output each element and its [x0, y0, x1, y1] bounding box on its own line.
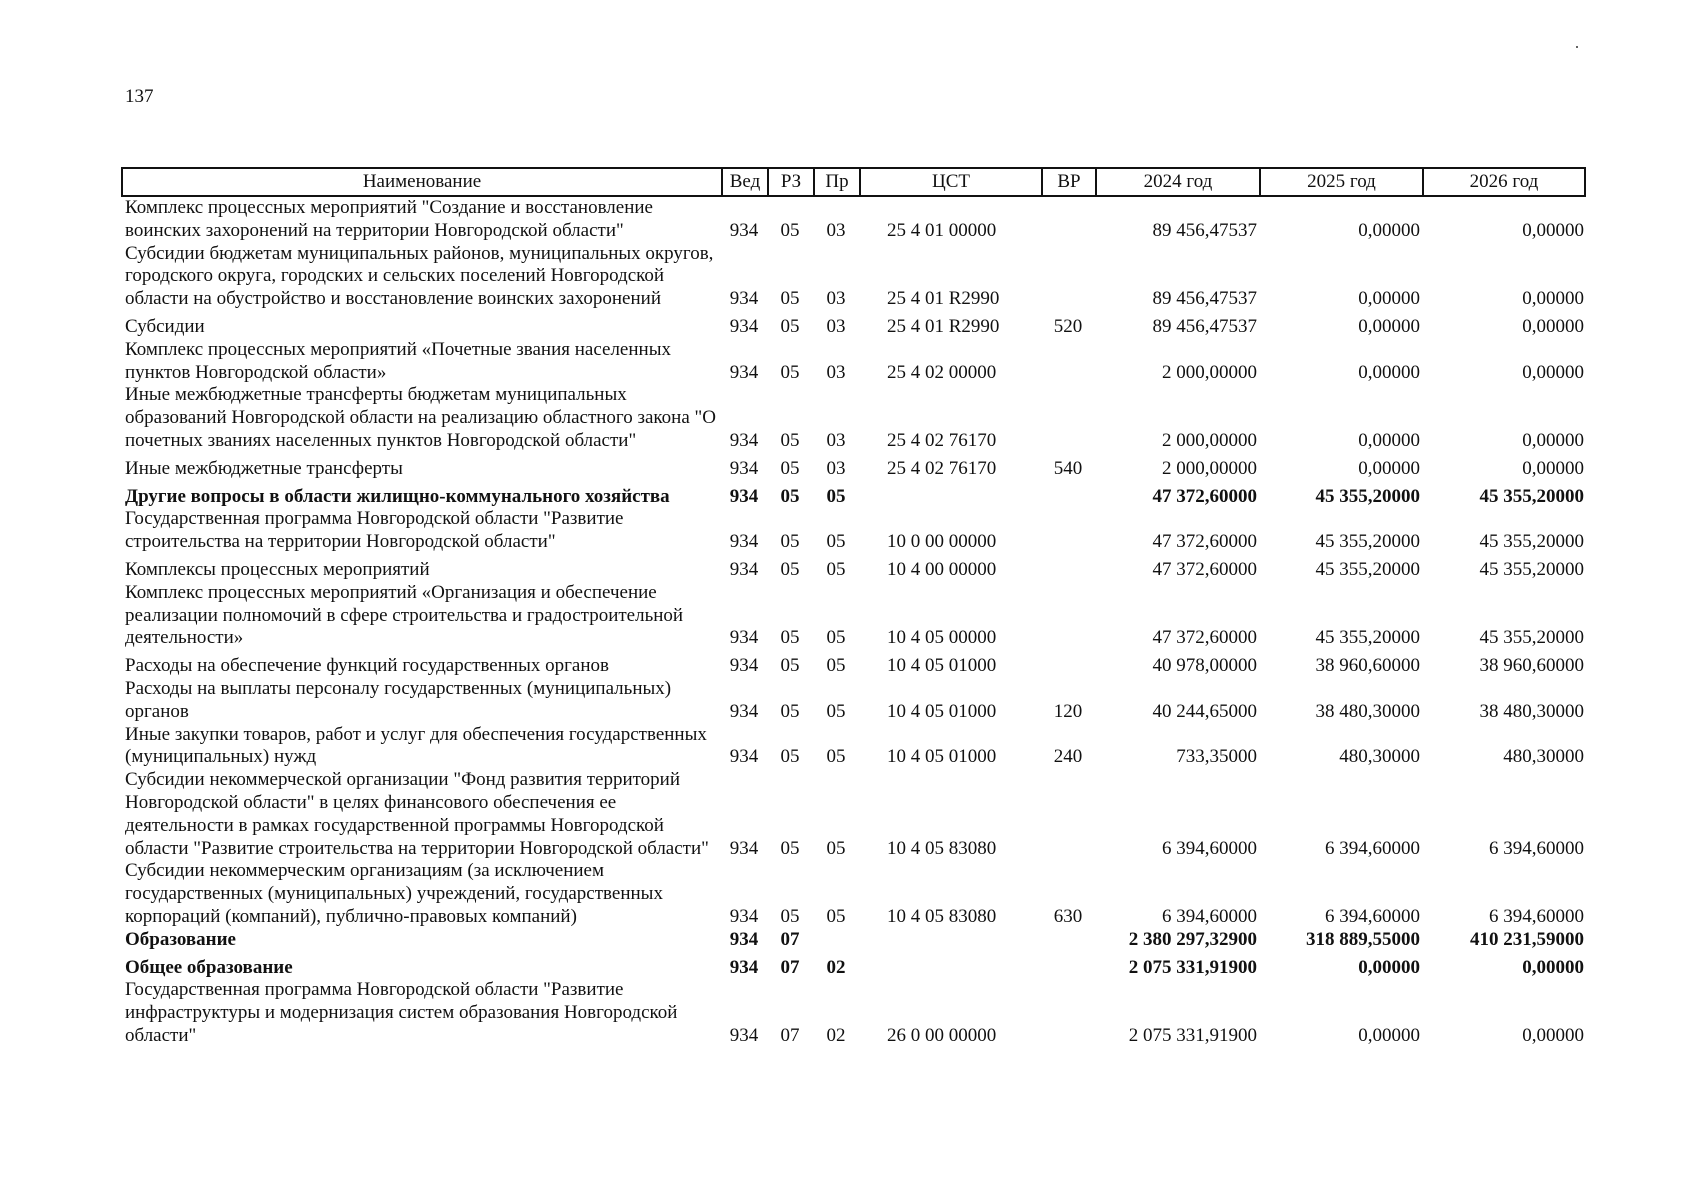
table-row — [121, 860, 1586, 928]
row-name: Комплекс процессных мероприятий «Организация и обеспечение реализации полномочий в сфере строительства и градостроительной деятельности» — [125, 581, 684, 649]
row-2024: 47 372,60000 — [1152, 558, 1257, 580]
row-vr — [1041, 979, 1095, 1047]
row-pr: 05 — [826, 655, 846, 677]
row-rz: 05 — [780, 429, 800, 451]
row-ved: 934 — [729, 746, 759, 768]
row-vr: 520 — [1053, 315, 1083, 337]
row-2025: 0,00000 — [1358, 315, 1420, 337]
row-rz: 07 — [780, 1024, 800, 1046]
row-vr: 240 — [1053, 746, 1083, 768]
row-pr: 03 — [826, 315, 846, 337]
row-2024: 2 000,00000 — [1162, 361, 1257, 383]
row-2025: 6 394,60000 — [1325, 837, 1420, 859]
row-2024: 47 372,60000 — [1152, 627, 1257, 649]
row-2024: 6 394,60000 — [1162, 837, 1257, 859]
row-vr — [1041, 243, 1095, 311]
row-rz: 05 — [780, 457, 800, 479]
row-2025: 0,00000 — [1358, 288, 1420, 310]
row-cst: 25 4 01 00000 — [887, 219, 997, 241]
row-cst: 10 4 05 83080 — [887, 905, 997, 927]
row-name: Государственная программа Новгородской области "Развитие строительства на территории Новгородской области" — [125, 508, 624, 553]
row-2024: 6 394,60000 — [1162, 905, 1257, 927]
row-ved: 934 — [729, 905, 759, 927]
table-row — [121, 481, 1586, 509]
row-cst: 25 4 01 R2990 — [887, 288, 1000, 310]
row-ved: 934 — [729, 485, 759, 507]
row-2025: 0,00000 — [1358, 219, 1420, 241]
row-2026: 0,00000 — [1522, 457, 1584, 479]
row-vr — [1041, 582, 1095, 650]
header-name: Наименование — [121, 167, 721, 197]
row-ved: 934 — [729, 457, 759, 479]
row-2024: 40 978,00000 — [1152, 655, 1257, 677]
row-cst: 10 0 00 00000 — [887, 531, 997, 553]
row-2024: 2 000,00000 — [1162, 429, 1257, 451]
row-2025: 45 355,20000 — [1315, 485, 1420, 507]
row-name: Комплекс процессных мероприятий «Почетные звания населенных пунктов Новгородской области» — [125, 338, 671, 383]
row-rz: 05 — [780, 288, 800, 310]
row-vr — [1041, 554, 1095, 582]
row-pr: 05 — [826, 485, 846, 507]
budget-table — [121, 167, 1586, 1048]
header-rz: РЗ — [767, 167, 813, 197]
row-name: Государственная программа Новгородской области "Развитие инфраструктуры и модернизация систем образования Новгородской области" — [125, 979, 678, 1046]
table-row — [121, 769, 1586, 860]
row-2026: 45 355,20000 — [1479, 531, 1584, 553]
row-2026: 0,00000 — [1522, 288, 1584, 310]
row-cst — [859, 481, 1041, 509]
header-2024: 2024 год — [1095, 167, 1259, 197]
row-cst: 25 4 02 76170 — [887, 457, 997, 479]
row-pr: 03 — [826, 219, 846, 241]
header-pr: Пр — [813, 167, 859, 197]
row-2025: 6 394,60000 — [1325, 905, 1420, 927]
row-2025: 0,00000 — [1358, 1024, 1420, 1046]
row-rz: 05 — [780, 837, 800, 859]
table-row — [121, 582, 1586, 650]
row-2025: 0,00000 — [1358, 457, 1420, 479]
scan-speck — [1576, 46, 1578, 48]
row-pr: 03 — [826, 457, 846, 479]
row-2024: 89 456,47537 — [1152, 219, 1257, 241]
row-vr — [1041, 339, 1095, 385]
row-name: Иные межбюджетные трансферты — [125, 457, 403, 479]
row-vr: 630 — [1053, 905, 1083, 927]
row-pr: 05 — [826, 837, 846, 859]
row-pr: 05 — [826, 558, 846, 580]
row-ved: 934 — [729, 837, 759, 859]
table-row — [121, 508, 1586, 554]
row-rz: 05 — [780, 627, 800, 649]
row-2026: 45 355,20000 — [1479, 558, 1584, 580]
table-row — [121, 554, 1586, 582]
row-vr: 540 — [1053, 457, 1083, 479]
row-2024: 89 456,47537 — [1152, 288, 1257, 310]
row-pr: 05 — [826, 531, 846, 553]
table-row — [121, 952, 1586, 980]
row-ved: 934 — [729, 361, 759, 383]
row-name: Общее образование — [125, 956, 293, 978]
row-2025: 45 355,20000 — [1315, 531, 1420, 553]
table-row — [121, 929, 1586, 952]
table-header-row — [121, 167, 1586, 197]
row-vr — [1041, 384, 1095, 452]
row-2026: 0,00000 — [1522, 315, 1584, 337]
row-2025: 0,00000 — [1358, 361, 1420, 383]
row-ved: 934 — [729, 928, 759, 950]
row-cst: 26 0 00 00000 — [887, 1024, 997, 1046]
row-cst — [859, 929, 1041, 952]
row-2025: 45 355,20000 — [1315, 627, 1420, 649]
row-name: Комплексы процессных мероприятий — [125, 558, 430, 580]
row-ved: 934 — [729, 429, 759, 451]
row-rz: 05 — [780, 905, 800, 927]
row-2026: 0,00000 — [1522, 429, 1584, 451]
table-row — [121, 339, 1586, 385]
row-2026: 38 960,60000 — [1479, 655, 1584, 677]
row-2024: 2 000,00000 — [1162, 457, 1257, 479]
row-cst: 10 4 05 01000 — [887, 746, 997, 768]
row-cst: 10 4 05 83080 — [887, 837, 997, 859]
row-name: Субсидии бюджетам муниципальных районов, муниципальных округов, городского округа, городских и сельских поселений Новгородской области на обустройство и восстановление воинских захоронений — [125, 242, 714, 310]
row-name: Комплекс процессных мероприятий "Создание и восстановление воинских захоронений на территории Новгородской области" — [125, 197, 653, 241]
row-2025: 45 355,20000 — [1315, 558, 1420, 580]
row-2026: 38 480,30000 — [1479, 700, 1584, 722]
row-2026: 45 355,20000 — [1479, 485, 1584, 507]
row-2024: 47 372,60000 — [1152, 531, 1257, 553]
row-pr: 03 — [826, 361, 846, 383]
row-cst: 25 4 02 76170 — [887, 429, 997, 451]
row-pr: 05 — [826, 746, 846, 768]
row-2025: 0,00000 — [1358, 956, 1420, 978]
row-2024: 2 075 331,91900 — [1128, 956, 1257, 978]
row-2024: 47 372,60000 — [1152, 485, 1257, 507]
row-2024: 40 244,65000 — [1152, 700, 1257, 722]
row-2026: 0,00000 — [1522, 361, 1584, 383]
row-2024: 2 075 331,91900 — [1128, 1024, 1257, 1046]
row-ved: 934 — [729, 531, 759, 553]
row-vr — [1041, 481, 1095, 509]
table-row — [121, 724, 1586, 770]
row-ved: 934 — [729, 1024, 759, 1046]
table-row — [121, 311, 1586, 339]
row-2026: 0,00000 — [1522, 956, 1584, 978]
row-pr: 05 — [826, 905, 846, 927]
row-name: Субсидии некоммерческой организации "Фонд развития территорий Новгородской области" в целях финансового обеспечения ее деятельности в рамках государственной программы Новгородской области "Развитие строительства на территории Новгородской области" — [125, 769, 709, 859]
row-2025: 38 480,30000 — [1315, 700, 1420, 722]
row-pr: 05 — [826, 627, 846, 649]
row-vr — [1041, 769, 1095, 860]
row-name: Субсидии некоммерческим организациям (за исключением государственных (муниципальных) учреждений, государственных корпораций (компаний), публично-правовых компаний) — [125, 860, 663, 927]
header-cst: ЦСТ — [859, 167, 1041, 197]
row-ved: 934 — [729, 956, 759, 978]
row-cst: 10 4 05 00000 — [887, 627, 997, 649]
row-vr — [1041, 650, 1095, 678]
row-vr — [1041, 952, 1095, 980]
row-2025: 480,30000 — [1339, 746, 1420, 768]
row-2026: 0,00000 — [1522, 219, 1584, 241]
row-2025: 38 960,60000 — [1315, 655, 1420, 677]
row-name: Образование — [125, 928, 236, 950]
row-vr — [1041, 929, 1095, 952]
table-row — [121, 384, 1586, 452]
page-number: 137 — [125, 86, 154, 107]
row-cst: 10 4 05 01000 — [887, 655, 997, 677]
row-2024: 89 456,47537 — [1152, 315, 1257, 337]
row-cst: 25 4 02 00000 — [887, 361, 997, 383]
row-vr — [1041, 508, 1095, 554]
row-2025: 318 889,55000 — [1306, 928, 1420, 950]
row-name: Иные межбюджетные трансферты бюджетам муниципальных образований Новгородской области на реализацию областного закона "О почетных званиях населенных пунктов Новгородской области" — [125, 384, 717, 451]
row-cst — [859, 952, 1041, 980]
row-ved: 934 — [729, 627, 759, 649]
row-rz: 05 — [780, 558, 800, 580]
row-rz: 07 — [780, 928, 800, 950]
row-rz: 07 — [780, 956, 800, 978]
row-pr — [813, 929, 859, 952]
row-pr: 02 — [826, 956, 846, 978]
row-2024: 733,35000 — [1176, 746, 1257, 768]
header-2025: 2025 год — [1259, 167, 1422, 197]
row-ved: 934 — [729, 700, 759, 722]
row-ved: 934 — [729, 288, 759, 310]
header-ved: Вед — [721, 167, 767, 197]
row-name: Иные закупки товаров, работ и услуг для обеспечения государственных (муниципальных) нужд — [125, 723, 707, 768]
row-ved: 934 — [729, 315, 759, 337]
row-rz: 05 — [780, 531, 800, 553]
row-2026: 480,30000 — [1503, 746, 1584, 768]
row-2026: 0,00000 — [1522, 1024, 1584, 1046]
row-rz: 05 — [780, 746, 800, 768]
row-2026: 410 231,59000 — [1470, 928, 1584, 950]
table-row — [121, 453, 1586, 481]
header-2026: 2026 год — [1422, 167, 1586, 197]
row-cst: 25 4 01 R2990 — [887, 315, 1000, 337]
row-2026: 6 394,60000 — [1489, 837, 1584, 859]
row-2024: 2 380 297,32900 — [1128, 928, 1257, 950]
row-pr: 03 — [826, 288, 846, 310]
row-ved: 934 — [729, 558, 759, 580]
row-name: Расходы на выплаты персоналу государственных (муниципальных) органов — [125, 677, 672, 722]
row-pr: 05 — [826, 700, 846, 722]
table-row — [121, 650, 1586, 678]
row-rz: 05 — [780, 655, 800, 677]
row-name: Другие вопросы в области жилищно-коммунального хозяйства — [125, 485, 670, 507]
row-cst: 10 4 05 01000 — [887, 700, 997, 722]
table-row — [121, 197, 1586, 243]
table-row — [121, 979, 1586, 1047]
table-row — [121, 243, 1586, 311]
row-vr: 120 — [1053, 700, 1083, 722]
row-rz: 05 — [780, 315, 800, 337]
row-cst: 10 4 00 00000 — [887, 558, 997, 580]
row-name: Расходы на обеспечение функций государственных органов — [125, 655, 609, 677]
row-2026: 6 394,60000 — [1489, 905, 1584, 927]
row-2026: 45 355,20000 — [1479, 627, 1584, 649]
row-pr: 02 — [826, 1024, 846, 1046]
row-2025: 0,00000 — [1358, 429, 1420, 451]
row-ved: 934 — [729, 655, 759, 677]
row-rz: 05 — [780, 361, 800, 383]
row-pr: 03 — [826, 429, 846, 451]
row-vr — [1041, 197, 1095, 243]
table-row — [121, 678, 1586, 724]
row-name: Субсидии — [125, 315, 205, 337]
header-vr: ВР — [1041, 167, 1095, 197]
row-rz: 05 — [780, 485, 800, 507]
row-rz: 05 — [780, 219, 800, 241]
row-ved: 934 — [729, 219, 759, 241]
row-rz: 05 — [780, 700, 800, 722]
